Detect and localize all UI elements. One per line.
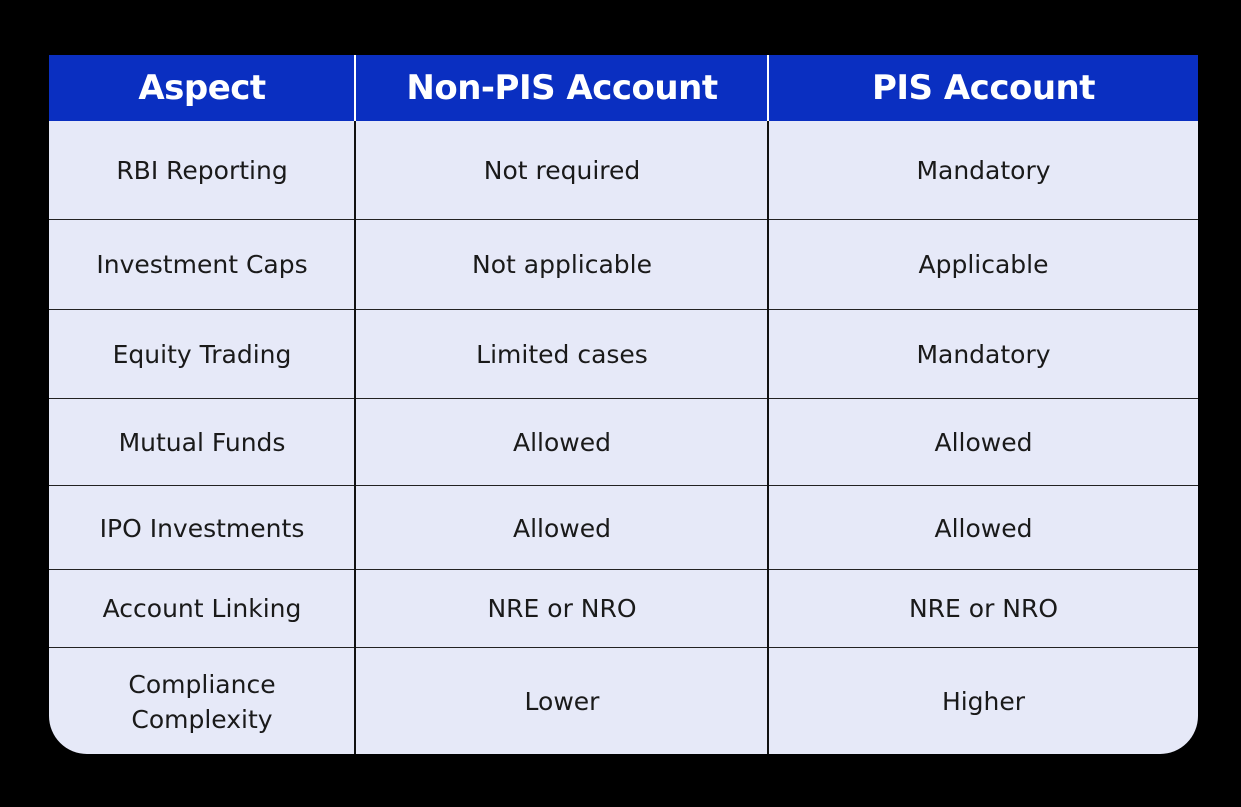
cell-aspect: Account Linking: [102, 594, 302, 623]
table-row: [49, 121, 1198, 219]
cell-aspect: RBI Reporting: [116, 155, 288, 185]
cell-non-pis: Allowed: [513, 427, 611, 457]
cell-non-pis: Not applicable: [472, 250, 652, 279]
cell-pis: Mandatory: [916, 339, 1051, 369]
cell-aspect: Investment Caps: [96, 250, 308, 279]
cell-pis: Mandatory: [916, 155, 1051, 185]
cell-non-pis: Limited cases: [476, 339, 648, 369]
cell-aspect: IPO Investments: [99, 513, 305, 543]
table-header-row: [49, 55, 1198, 121]
table-row: [49, 309, 1198, 398]
column-divider: [767, 121, 769, 754]
cell-non-pis: Allowed: [513, 513, 611, 543]
column-divider: [354, 121, 356, 754]
cell-pis: Higher: [941, 687, 1026, 716]
header-aspect: Aspect: [138, 68, 266, 108]
cell-pis: Applicable: [918, 250, 1049, 279]
cell-aspect: Compliance Complexity: [128, 669, 276, 734]
table-row: [49, 398, 1198, 485]
cell-non-pis: NRE or NRO: [487, 594, 637, 623]
table-row: [49, 219, 1198, 309]
cell-non-pis: Lower: [524, 687, 600, 716]
table-row: [49, 569, 1198, 647]
table-row: [49, 485, 1198, 570]
cell-aspect: Equity Trading: [112, 339, 292, 369]
header-column-divider: [767, 55, 769, 121]
header-column-divider: [354, 55, 356, 121]
header-non-pis-account: Non-PIS Account: [406, 68, 718, 108]
cell-pis: Allowed: [934, 513, 1033, 543]
comparison-table: [49, 55, 1198, 754]
cell-aspect: Mutual Funds: [118, 427, 286, 457]
header-pis-account: PIS Account: [871, 68, 1096, 108]
cell-pis: Allowed: [934, 427, 1033, 457]
table-row: [49, 647, 1198, 754]
cell-pis: NRE or NRO: [908, 594, 1059, 623]
cell-non-pis: Not required: [483, 155, 641, 185]
